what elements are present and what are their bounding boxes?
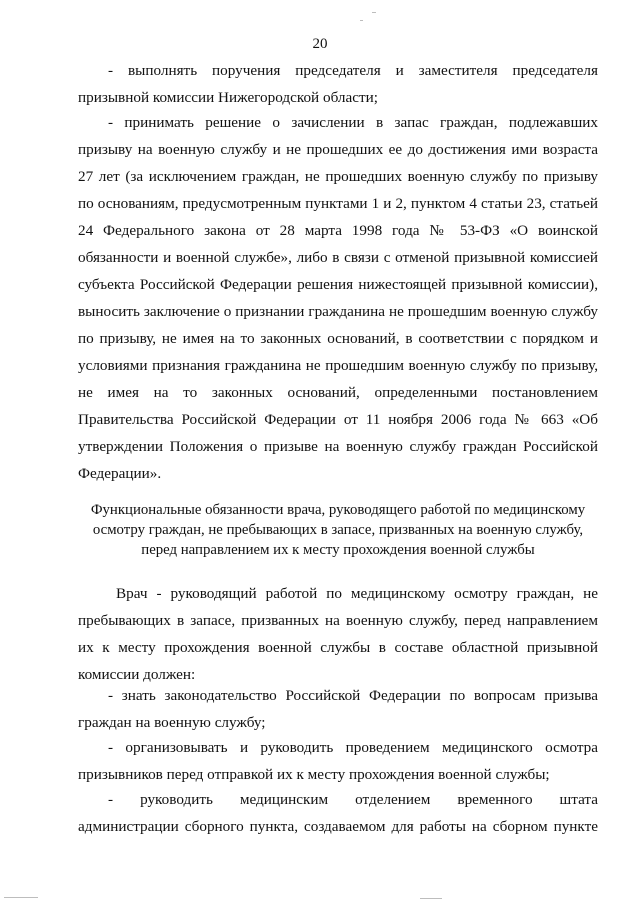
text-line: по основаниям, предусмотренным пунктами 1 и 2, пунктом 4 статьи 23, статьей — [78, 195, 598, 212]
text-line: утверждении Положения о призыве на военную службу граждан Российской — [78, 438, 598, 455]
text-line: по призыву, не имея на то законных оснований, в соответствии с порядком и — [78, 330, 598, 347]
text-line: призывной комиссии Нижегородской области; — [78, 89, 378, 106]
paragraph-doctor-duties-intro — [78, 580, 598, 688]
section-heading — [78, 500, 598, 560]
text-line: 24 Федерального закона от 28 марта 1998 года № 53-ФЗ «О воинской — [78, 222, 598, 239]
text-line: пребывающих в запасе, призванных на военную службу, перед направлением — [78, 612, 598, 629]
text-line: - знать законодательство Российской Федерации по вопросам призыва — [108, 687, 598, 704]
text-line: призыву на военную службу и не прошедших ее до достижения ими возраста — [78, 141, 598, 158]
text-line: комиссии должен: — [78, 666, 196, 683]
text-line: не имея на то законных оснований, определенными постановлением — [78, 384, 598, 401]
text-line: субъекта Российской Федерации решения нижестоящей призывной комиссии), — [78, 276, 598, 293]
text-line: Федерации». — [78, 465, 162, 482]
text-line: - принимать решение о зачислении в запас граждан, подлежавших — [108, 114, 598, 131]
text-line: выносить заключение о признании гражданина не прошедшим военную службу — [78, 303, 598, 320]
paragraph-instructions — [78, 57, 598, 111]
paragraph-organize-exam — [78, 734, 598, 788]
heading-line: осмотру граждан, не пребывающих в запасе, призванных на военную службу, — [92, 522, 584, 538]
scan-artifact — [4, 897, 38, 898]
text-line: призывников перед отправкой их к месту прохождения военной службы; — [78, 766, 550, 783]
paragraph-reserve-decision — [78, 109, 598, 487]
scan-artifact — [420, 898, 442, 899]
text-line: - организовывать и руководить проведением медицинского осмотра — [108, 739, 598, 756]
text-line: условиями признания гражданина не прошедшим военную службу по призыву, — [78, 357, 598, 374]
text-line: их к месту прохождения военной службы в составе областной призывной — [78, 639, 598, 656]
paragraph-manage-department — [78, 786, 598, 840]
heading-line: Функциональные обязанности врача, руководящего работой по медицинскому — [90, 502, 586, 518]
text-line: Правительства Российской Федерации от 11 ноября 2006 года № 663 «Об — [78, 411, 598, 428]
scan-artifact — [372, 12, 376, 13]
text-line: - выполнять поручения председателя и заместителя председателя — [108, 62, 598, 79]
text-line: обязанности и военной службе», либо в связи с отменой призывной комиссией — [78, 249, 598, 266]
text-line: - руководить медицинским отделением временного штата — [108, 791, 598, 808]
text-line: граждан на военную службу; — [78, 714, 266, 731]
scan-artifact — [360, 20, 363, 21]
page-number: 20 — [312, 36, 328, 52]
text-line: 27 лет (за исключением граждан, не прошедших военную службу по призыву — [78, 168, 598, 185]
text-line: Врач - руководящий работой по медицинскому осмотру граждан, не — [116, 585, 598, 602]
paragraph-know-legislation — [78, 682, 598, 736]
heading-line: перед направлением их к месту прохождения военной службы — [141, 542, 535, 558]
text-line: администрации сборного пункта, создаваемом для работы на сборном пункте — [78, 818, 598, 835]
